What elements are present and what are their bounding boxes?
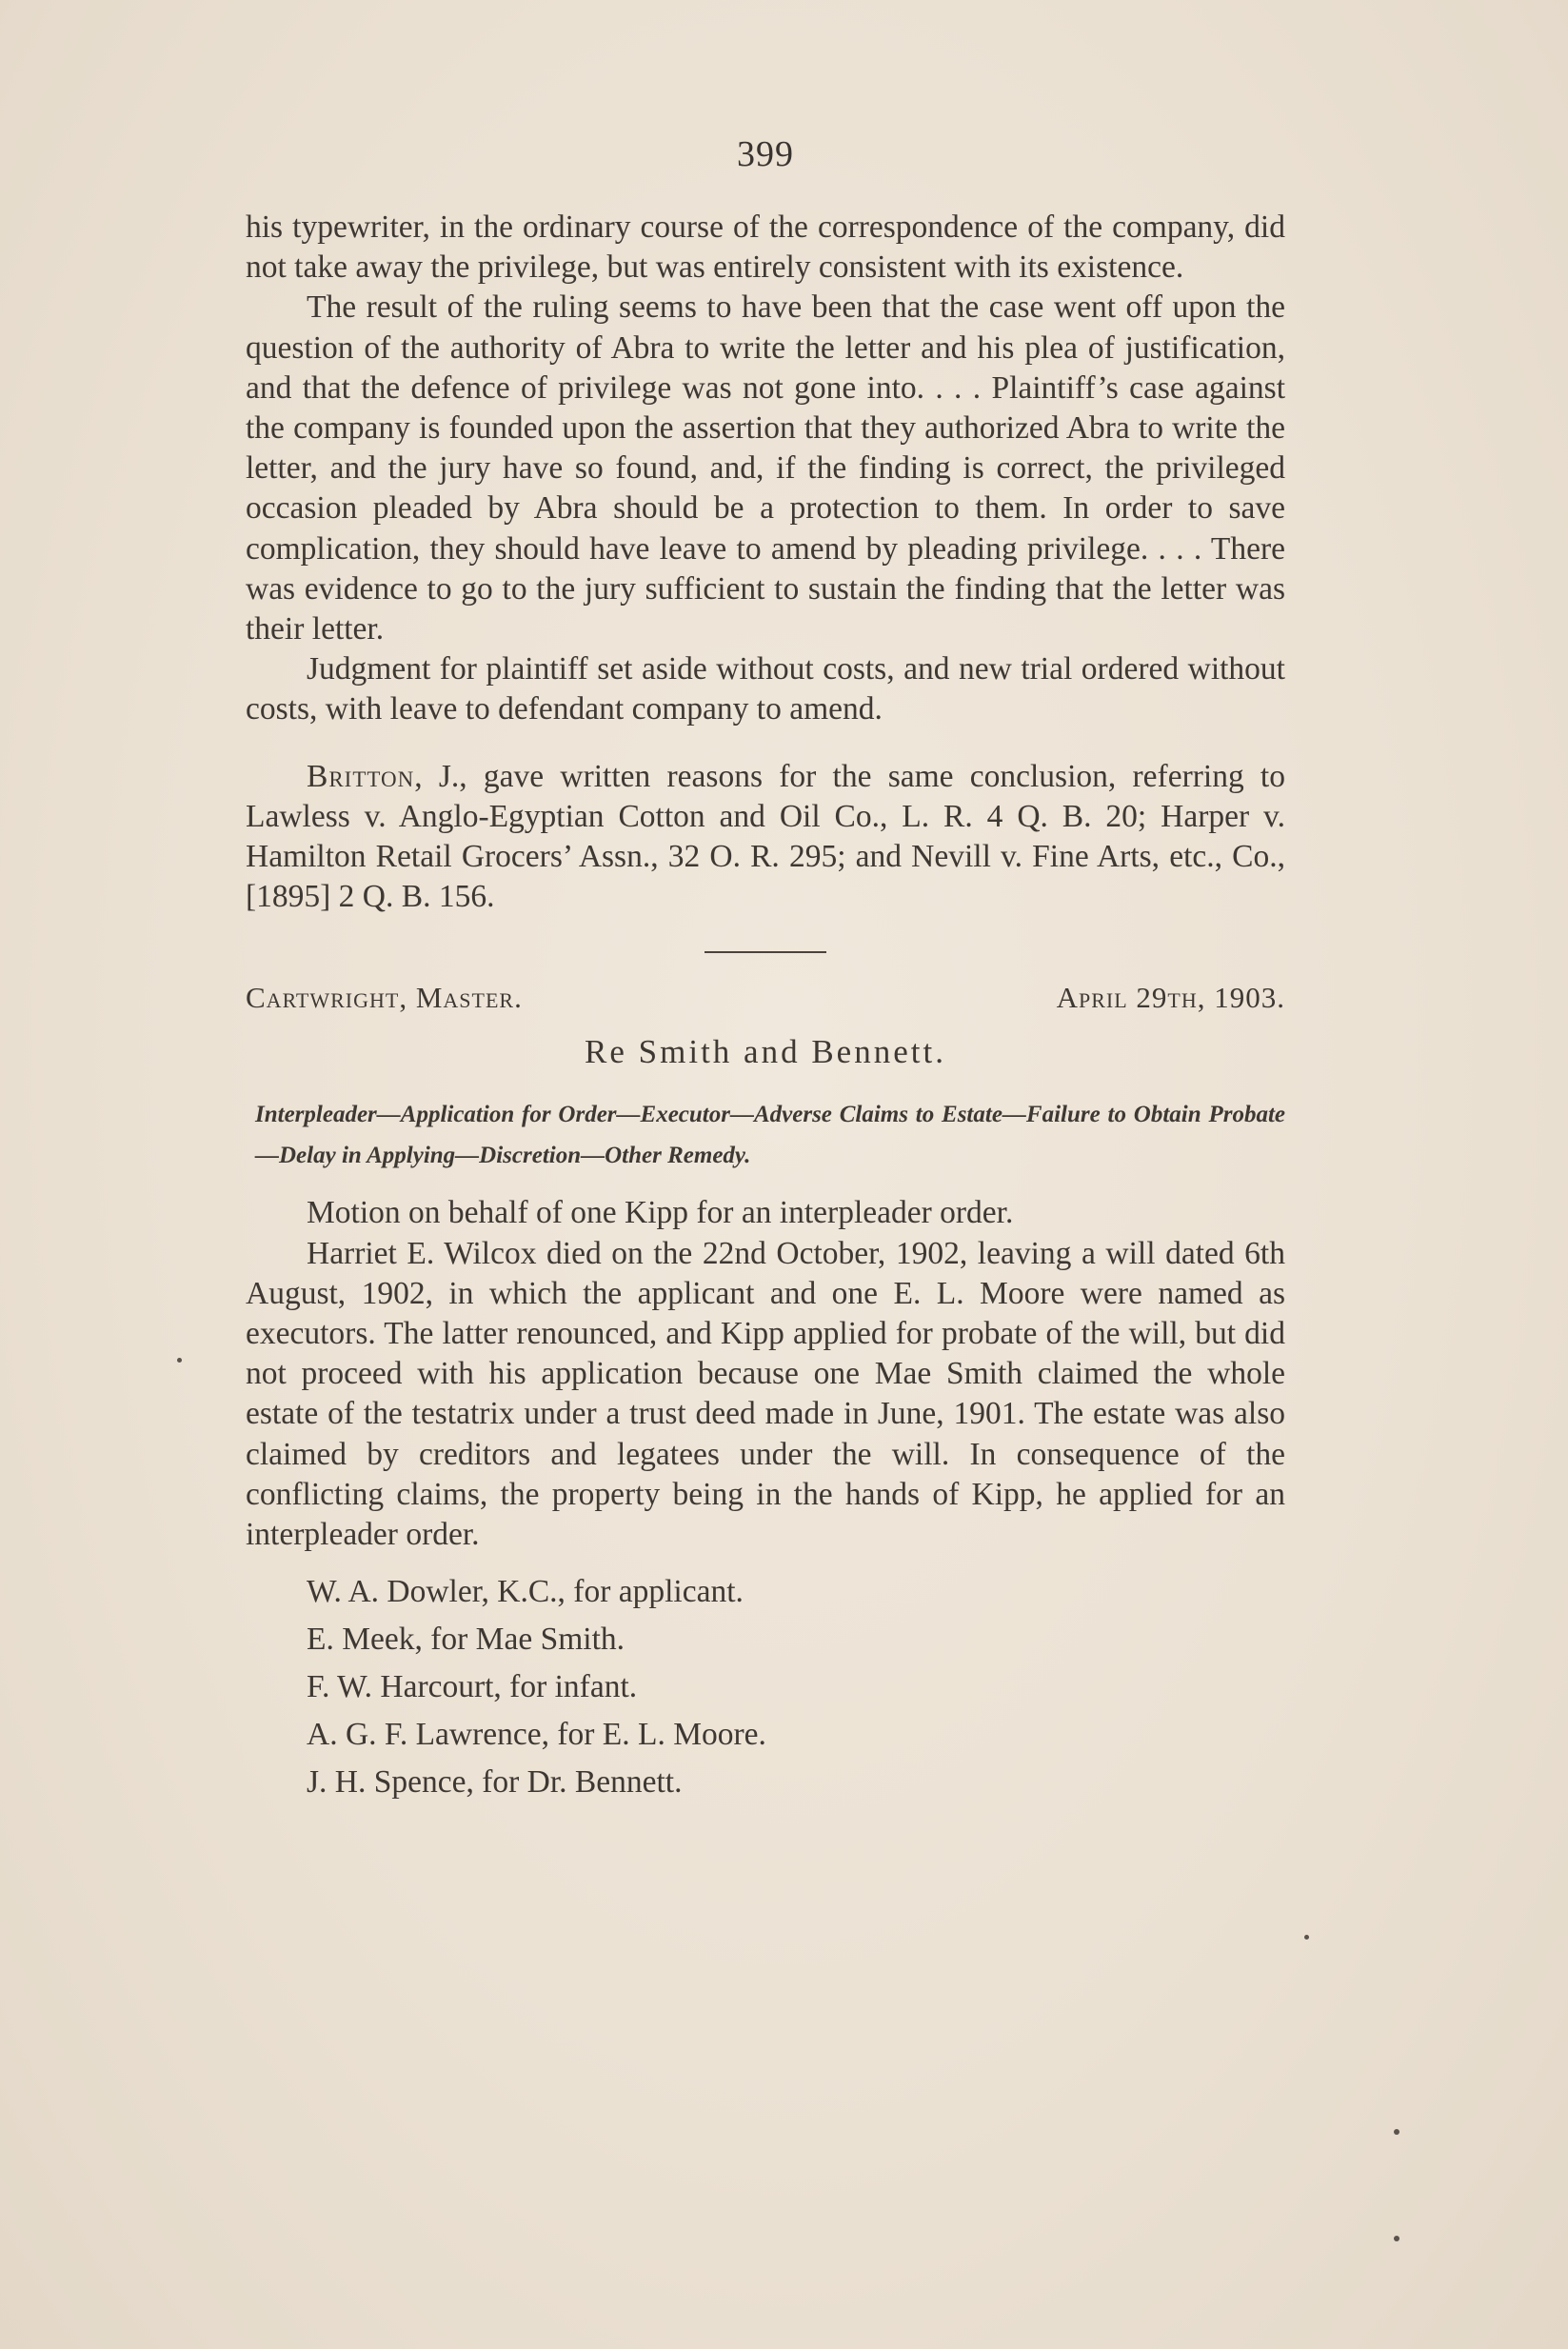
paragraph-motion: Motion on behalf of one Kipp for an interpleader order. [307, 1195, 1014, 1231]
ink-speck [1394, 2129, 1399, 2135]
paragraph-judgment: Judgment for plaintiff set aside without costs, and new trial ordered without costs, with leave to defendant company to amend. [246, 651, 1285, 727]
britton-text: , J., gave written reasons for the same conclusion, referring to Lawless v. Anglo-Egyptian Cotton and Oil Co., L. R. 4 Q. B. 20; Harper v. Hamilton Retail Grocers’ Assn., 32 O. R. 295; and Nevill v. Fine Arts, etc., Co., [1895] 2 Q. B. 156. [246, 758, 1285, 915]
paragraph-facts: Harriet E. Wilcox died on the 22nd October, 1902, leaving a will dated 6th August, 1902, in which the applicant and one E. L. Moore were named as executors. The latter renounced, and Kipp applied for probate of the will, but did not proceed with his application because one Mae Smith claimed the whole estate of the testatrix under a trust deed made in June, 1901. The estate was also claimed by creditors and legatees under the will. In consequence of the conflicting claims, the property being in the hands of Kipp, he applied for an interpleader order. [246, 1235, 1285, 1553]
court-officer: Cartwright, Master. [246, 981, 523, 1015]
spacer [246, 1555, 1285, 1568]
decision-date: April 29th, 1903. [1056, 981, 1285, 1015]
page-content [246, 133, 1285, 1806]
paragraph-continuation: his typewriter, in the ordinary course of the correspondence of the company, did not take away the privilege, but was entirely consistent with its existence. [246, 209, 1285, 286]
dateline [246, 978, 1285, 1018]
page-number: 399 [737, 134, 794, 174]
paragraph-britton [246, 757, 1285, 918]
counsel-line: W. A. Dowler, K.C., for applicant. [307, 1574, 744, 1610]
ink-speck [1304, 1935, 1309, 1940]
counsel-line: F. W. Harcourt, for infant. [307, 1669, 638, 1705]
case-title: Re Smith and Bennett. [585, 1033, 946, 1071]
counsel-line: E. Meek, for Mae Smith. [307, 1622, 625, 1658]
ink-speck [1394, 2236, 1399, 2241]
counsel-line: J. H. Spence, for Dr. Bennett. [307, 1764, 683, 1801]
headnote: Interpleader—Application for Order—Executor—Adverse Claims to Estate—Failure to Obtain Probate—Delay in Applying—Discretion—Other Remedy. [255, 1102, 1285, 1169]
paragraph-ruling: The result of the ruling seems to have been that the case went off upon the question of the authority of Abra to write the letter and his plea of justification, and that the defence of privilege was not gone into. . . . Plaintiff’s case against the company is founded upon the assertion that they authorized Abra to write the letter, and the jury have so found, and, if the finding is correct, the privileged occasion pleaded by Abra should be a protection to them. In order to save complication, they should have leave to amend by pleading privilege. . . . There was evidence to go to the jury sufficient to sustain the finding that the letter was their letter. [246, 289, 1285, 647]
judge-name: Britton [307, 758, 415, 794]
ink-speck [177, 1358, 182, 1363]
counsel-line: A. G. F. Lawrence, for E. L. Moore. [307, 1717, 766, 1753]
section-divider [705, 951, 826, 953]
